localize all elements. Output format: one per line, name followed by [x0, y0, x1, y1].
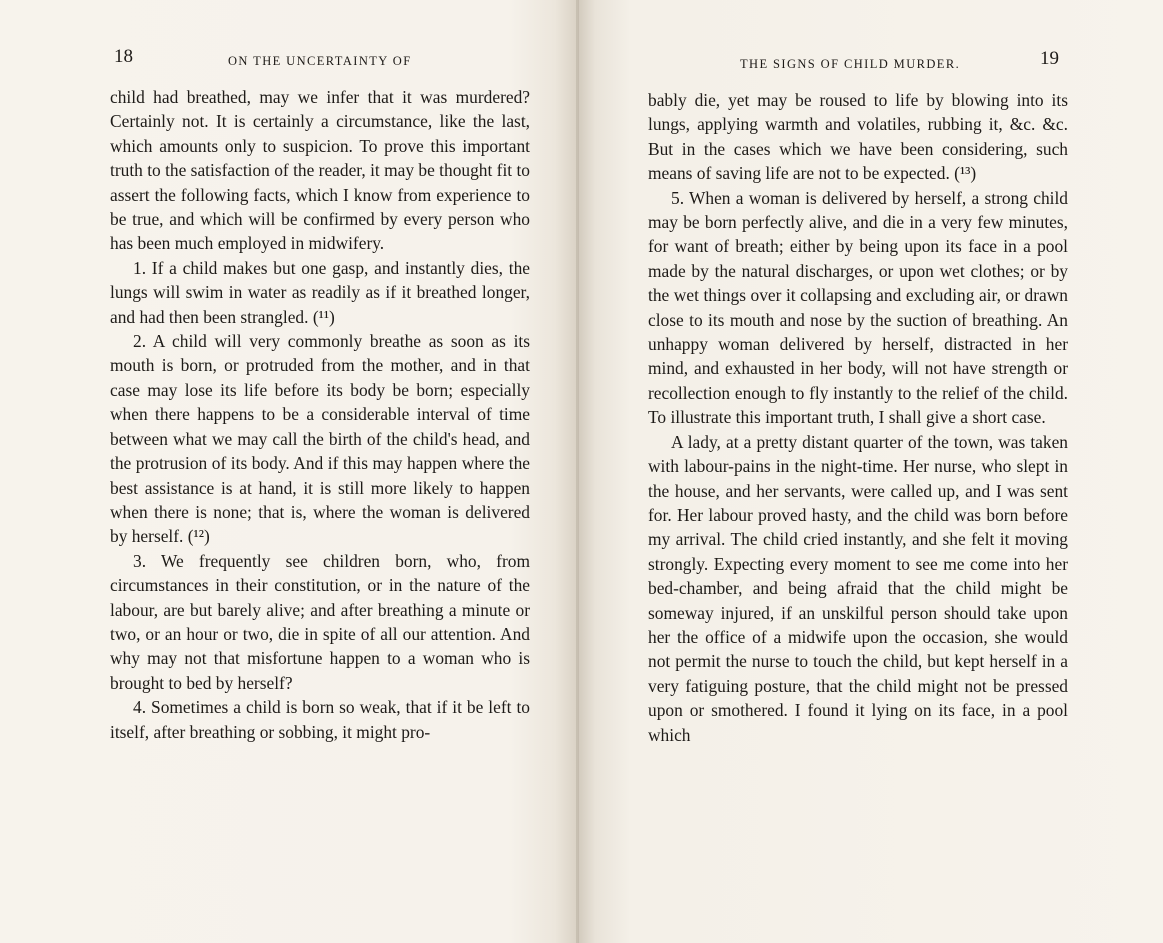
paragraph-item-3: 3. We frequently see children born, who, from circumstances in their constitution, or in the nature of the labour, are but barely alive; and after breathing a minute or two, or an hour or two, die in spite of all our attention. And why may not that misfortune happen to a woman who is brought to bed by herself?: [110, 550, 530, 693]
running-head-left: ON THE UNCERTAINTY OF: [228, 54, 412, 68]
right-text-block: [648, 88, 1068, 747]
running-head-right: THE SIGNS OF CHILD MURDER.: [740, 57, 961, 71]
paragraph-continued: bably die, yet may be roused to life by blowing into its lungs, applying warmth and volatiles, rubbing it, &c. &c. But in the cases which we have been considering, such means of saving life are not to be expected. (¹³): [648, 90, 1068, 184]
right-page: [578, 0, 1163, 943]
paragraph-case: A lady, at a pretty distant quarter of the town, was taken with labour-pains in the night-time. Her nurse, who slept in the house, and her servants, were called up, and I was sent for. Her labour proved hasty, and the child was born before my arrival. The child cried instantly, and she felt it moving strongly. Expecting every moment to see me come into her bed-chamber, and being afraid that the child might be someway injured, if an unskilful person should take upon her the office of a midwife upon the occasion, she would not permit the nurse to touch the child, but kept herself in a very fatiguing posture, that the child might not be pressed upon or smothered. I found it lying on its face, in a pool which: [648, 431, 1068, 745]
left-page: [0, 0, 578, 943]
paragraph-continued: child had breathed, may we infer that it was murdered? Certainly not. It is certainly a circumstance, like the last, which amounts only to suspicion. To prove this important truth to the satisfaction of the reader, it may be thought fit to assert the following facts, which I know from experience to be true, and which will be confirmed by every person who has been much employed in midwifery.: [110, 87, 530, 254]
paragraph-item-5: 5. When a woman is delivered by herself, a strong child may be born perfectly alive, and die in a very few minutes, for want of breath; either by being upon its face in a pool made by the natural discharges, or upon wet clothes; or by the wet things over it collapsing and excluding air, or drawn close to its mouth and nose by the suction of breathing. An unhappy woman delivered by herself, distracted in her mind, and exhausted in her body, will not have strength or recollection enough to fly instantly to the relief of the child. To illustrate this important truth, I shall give a short case.: [648, 187, 1068, 428]
paragraph-item-1: 1. If a child makes but one gasp, and instantly dies, the lungs will swim in water as readily as if it breathed longer, and had then been strangled. (¹¹): [110, 257, 530, 327]
paragraph-item-2: 2. A child will very commonly breathe as soon as its mouth is born, or protruded from the mother, and in that case may lose its life before its body be born; especially when there happens to be a considerable interval of time between what we may call the birth of the child's head, and the protrusion of its body. And if this may happen where the best assistance is at hand, it is still more likely to happen when there is none; that is, where the woman is delivered by herself. (¹²): [110, 331, 530, 547]
page-number-left: 18: [114, 46, 133, 67]
paragraph-item-4: 4. Sometimes a child is born so weak, that if it be left to itself, after breathing or sobbing, it might pro-: [110, 697, 530, 742]
left-text-block: [110, 85, 530, 744]
book-gutter: [576, 0, 579, 943]
page-number-right: 19: [1040, 48, 1059, 69]
